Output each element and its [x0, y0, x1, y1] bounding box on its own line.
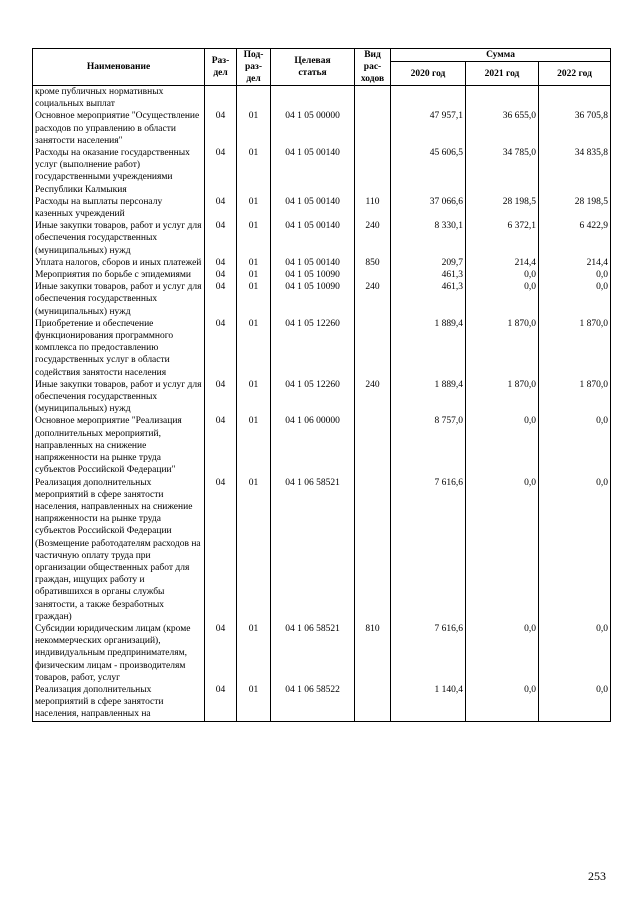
- header-podrazdel: Под- раз- дел: [237, 49, 271, 86]
- cell-sum-2022: 0,0: [539, 477, 611, 623]
- cell-podrazdel: 01: [237, 147, 271, 196]
- header-2022: 2022 год: [539, 62, 611, 86]
- header-name: Наименование: [33, 49, 205, 86]
- cell-razdel: 04: [205, 623, 237, 684]
- cell-razdel: 04: [205, 477, 237, 623]
- table-row: [33, 379, 611, 416]
- cell-sum-2021: 0,0: [466, 415, 539, 476]
- cell-sum-2020: 209,7: [391, 257, 466, 269]
- cell-razdel: 04: [205, 684, 237, 721]
- cell-target: 04 1 06 58522: [271, 684, 355, 721]
- cell-sum-2021: 214,4: [466, 257, 539, 269]
- cell-podrazdel: 01: [237, 269, 271, 281]
- cell-name: Иные закупки товаров, работ и услуг для обеспечения государственных (муниципальных) нужд: [33, 281, 205, 318]
- table-row: [33, 281, 611, 318]
- cell-sum-2020: 8 757,0: [391, 415, 466, 476]
- cell-podrazdel: 01: [237, 281, 271, 318]
- cell-sum-2022: 0,0: [539, 269, 611, 281]
- cell-vid: [355, 318, 391, 379]
- cell-sum-2021: 34 785,0: [466, 147, 539, 196]
- cell-podrazdel: 01: [237, 477, 271, 623]
- cell-sum-2021: 1 870,0: [466, 318, 539, 379]
- cell-target: 04 1 06 58521: [271, 477, 355, 623]
- cell-sum-2021: 28 198,5: [466, 196, 539, 220]
- cell-sum-2020: 7 616,6: [391, 623, 466, 684]
- cell-name: Основное мероприятие "Осуществление расходов по управлению в области занятости населения": [33, 110, 205, 147]
- cell-sum-2022: 0,0: [539, 623, 611, 684]
- cell-sum-2022: 0,0: [539, 281, 611, 318]
- cell-target: [271, 86, 355, 111]
- cell-podrazdel: 01: [237, 110, 271, 147]
- cell-sum-2022: 36 705,8: [539, 110, 611, 147]
- cell-vid: 850: [355, 257, 391, 269]
- cell-sum-2022: 0,0: [539, 684, 611, 721]
- cell-target: 04 1 05 12260: [271, 318, 355, 379]
- cell-sum-2021: 0,0: [466, 623, 539, 684]
- table-row: [33, 196, 611, 220]
- cell-sum-2021: 0,0: [466, 281, 539, 318]
- cell-sum-2020: 1 889,4: [391, 318, 466, 379]
- cell-podrazdel: 01: [237, 379, 271, 416]
- cell-sum-2021: [466, 86, 539, 111]
- page-number: 253: [588, 869, 606, 883]
- cell-podrazdel: 01: [237, 415, 271, 476]
- cell-sum-2022: 28 198,5: [539, 196, 611, 220]
- table-row: [33, 623, 611, 684]
- cell-vid: 240: [355, 220, 391, 257]
- table-row: [33, 257, 611, 269]
- cell-name: Реализация дополнительных мероприятий в сфере занятости населения, направленных на снижение напряженности на рынке труда субъектов Российской Федерации (Возмещение работодателям расходов на частичную оплату труда при организации общественных работ для граждан, ищущих работу и обратившихся в органы службы занятости, а также безработных граждан): [33, 477, 205, 623]
- cell-vid: 110: [355, 196, 391, 220]
- cell-name: Иные закупки товаров, работ и услуг для обеспечения государственных (муниципальных) нужд: [33, 379, 205, 416]
- cell-razdel: 04: [205, 196, 237, 220]
- header-2020: 2020 год: [391, 62, 466, 86]
- cell-sum-2020: 461,3: [391, 281, 466, 318]
- table-row: [33, 318, 611, 379]
- cell-name: Уплата налогов, сборов и иных платежей: [33, 257, 205, 269]
- cell-podrazdel: 01: [237, 196, 271, 220]
- cell-sum-2022: 1 870,0: [539, 379, 611, 416]
- cell-podrazdel: 01: [237, 318, 271, 379]
- cell-vid: [355, 269, 391, 281]
- cell-vid: 240: [355, 281, 391, 318]
- cell-sum-2020: [391, 86, 466, 111]
- cell-sum-2020: 1 889,4: [391, 379, 466, 416]
- cell-sum-2022: 6 422,9: [539, 220, 611, 257]
- cell-podrazdel: 01: [237, 257, 271, 269]
- cell-sum-2022: 214,4: [539, 257, 611, 269]
- cell-vid: 240: [355, 379, 391, 416]
- cell-target: 04 1 06 00000: [271, 415, 355, 476]
- cell-name: Субсидии юридическим лицам (кроме некоммерческих организаций), индивидуальным предпринимателям, физическим лицам - производителям товаров, работ, услуг: [33, 623, 205, 684]
- cell-sum-2022: [539, 86, 611, 111]
- budget-table: [32, 48, 611, 722]
- cell-sum-2021: 0,0: [466, 477, 539, 623]
- cell-vid: 810: [355, 623, 391, 684]
- cell-sum-2021: 0,0: [466, 684, 539, 721]
- cell-podrazdel: 01: [237, 623, 271, 684]
- cell-name: Приобретение и обеспечение функционирования программного комплекса по предоставлению государственных услуг в области содействия занятости населения: [33, 318, 205, 379]
- cell-name: Реализация дополнительных мероприятий в сфере занятости населения, направленных на: [33, 684, 205, 721]
- cell-sum-2020: 37 066,6: [391, 196, 466, 220]
- cell-sum-2021: 36 655,0: [466, 110, 539, 147]
- cell-sum-2020: 461,3: [391, 269, 466, 281]
- cell-target: 04 1 05 00140: [271, 147, 355, 196]
- table-row: [33, 86, 611, 111]
- cell-vid: [355, 477, 391, 623]
- cell-name: Расходы на выплаты персоналу казенных учреждений: [33, 196, 205, 220]
- cell-sum-2021: 6 372,1: [466, 220, 539, 257]
- cell-target: 04 1 06 58521: [271, 623, 355, 684]
- table-header: [33, 49, 611, 86]
- table-row: [33, 684, 611, 721]
- cell-razdel: 04: [205, 110, 237, 147]
- table-row: [33, 415, 611, 476]
- header-summa: Сумма: [391, 49, 611, 62]
- cell-vid: [355, 86, 391, 111]
- table-row: [33, 147, 611, 196]
- table-row: [33, 220, 611, 257]
- header-vid: Вид рас- ходов: [355, 49, 391, 86]
- cell-sum-2020: 47 957,1: [391, 110, 466, 147]
- cell-name: кроме публичных нормативных социальных выплат: [33, 86, 205, 111]
- cell-vid: [355, 110, 391, 147]
- cell-razdel: 04: [205, 220, 237, 257]
- cell-sum-2022: 1 870,0: [539, 318, 611, 379]
- header-2021: 2021 год: [466, 62, 539, 86]
- cell-vid: [355, 684, 391, 721]
- cell-razdel: [205, 86, 237, 111]
- cell-razdel: 04: [205, 318, 237, 379]
- cell-podrazdel: 01: [237, 684, 271, 721]
- cell-target: 04 1 05 10090: [271, 281, 355, 318]
- cell-razdel: 04: [205, 257, 237, 269]
- cell-target: 04 1 05 00140: [271, 196, 355, 220]
- cell-sum-2020: 8 330,1: [391, 220, 466, 257]
- cell-sum-2022: 34 835,8: [539, 147, 611, 196]
- cell-razdel: 04: [205, 379, 237, 416]
- cell-target: 04 1 05 00000: [271, 110, 355, 147]
- cell-sum-2020: 1 140,4: [391, 684, 466, 721]
- header-target: Целевая статья: [271, 49, 355, 86]
- cell-sum-2021: 1 870,0: [466, 379, 539, 416]
- cell-target: 04 1 05 12260: [271, 379, 355, 416]
- cell-target: 04 1 05 00140: [271, 220, 355, 257]
- cell-name: Иные закупки товаров, работ и услуг для обеспечения государственных (муниципальных) нужд: [33, 220, 205, 257]
- cell-podrazdel: 01: [237, 220, 271, 257]
- table-row: [33, 477, 611, 623]
- cell-razdel: 04: [205, 269, 237, 281]
- table-body: [33, 86, 611, 722]
- cell-vid: [355, 147, 391, 196]
- table-row: [33, 110, 611, 147]
- cell-podrazdel: [237, 86, 271, 111]
- cell-razdel: 04: [205, 281, 237, 318]
- cell-name: Основное мероприятие "Реализация дополнительных мероприятий, направленных на снижение напряженности на рынке труда субъектов Российской Федерации": [33, 415, 205, 476]
- cell-razdel: 04: [205, 415, 237, 476]
- cell-sum-2020: 45 606,5: [391, 147, 466, 196]
- table-row: [33, 269, 611, 281]
- header-razdel: Раз- дел: [205, 49, 237, 86]
- cell-vid: [355, 415, 391, 476]
- cell-name: Расходы на оказание государственных услуг (выполнение работ) государственными учреждениями Республики Калмыкия: [33, 147, 205, 196]
- cell-sum-2021: 0,0: [466, 269, 539, 281]
- cell-sum-2022: 0,0: [539, 415, 611, 476]
- cell-sum-2020: 7 616,6: [391, 477, 466, 623]
- cell-target: 04 1 05 10090: [271, 269, 355, 281]
- cell-razdel: 04: [205, 147, 237, 196]
- cell-name: Мероприятия по борьбе с эпидемиями: [33, 269, 205, 281]
- cell-target: 04 1 05 00140: [271, 257, 355, 269]
